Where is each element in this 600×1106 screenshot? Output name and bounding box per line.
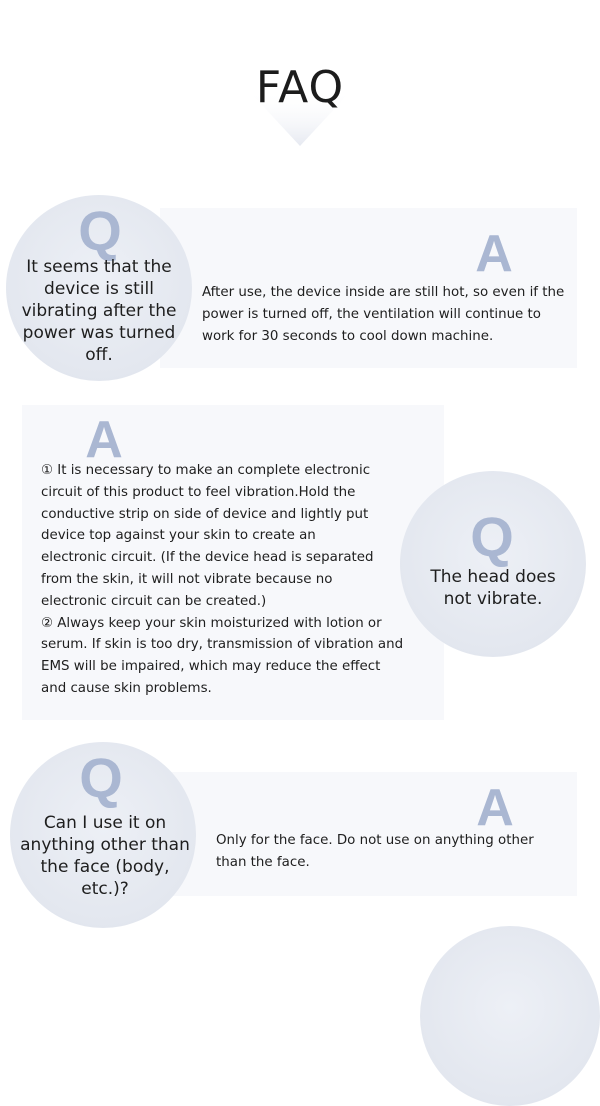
question-text: The head does not vibrate. [430, 567, 556, 609]
page-title: FAQ [255, 62, 345, 113]
next-question-circle [420, 926, 600, 1106]
question-text: Can I use it on anything other than the face (body, etc.)? [20, 813, 190, 899]
a-letter: A [476, 779, 514, 837]
q-letter: Q [470, 505, 514, 568]
answer-text: ① It is necessary to make an complete electronic circuit of this product to feel vibration.Hold the conductive strip on side of device and lightly put device top against your skin to create an electronic circuit. (If the device head is separated from the skin, it will not vibrate because no electronic circuit can be created.) ② Always keep your skin moisturized with lotion or serum. If skin is too dry, transmission of vibration and EMS will be impaired, which may reduce the effect and cause skin problems. [41, 463, 404, 696]
a-letter: A [475, 225, 513, 283]
answer-text: After use, the device inside are still hot, so even if the power is turned off, the ventilation will continue to work for 30 seconds to cool down machine. [202, 285, 565, 344]
answer-text: Only for the face. Do not use on anything other than the face. [216, 833, 534, 870]
a-letter: A [85, 411, 123, 469]
q-letter: Q [78, 199, 122, 262]
q-letter: Q [79, 746, 123, 809]
question-text: It seems that the device is still vibrating after the power was turned off. [21, 257, 177, 365]
